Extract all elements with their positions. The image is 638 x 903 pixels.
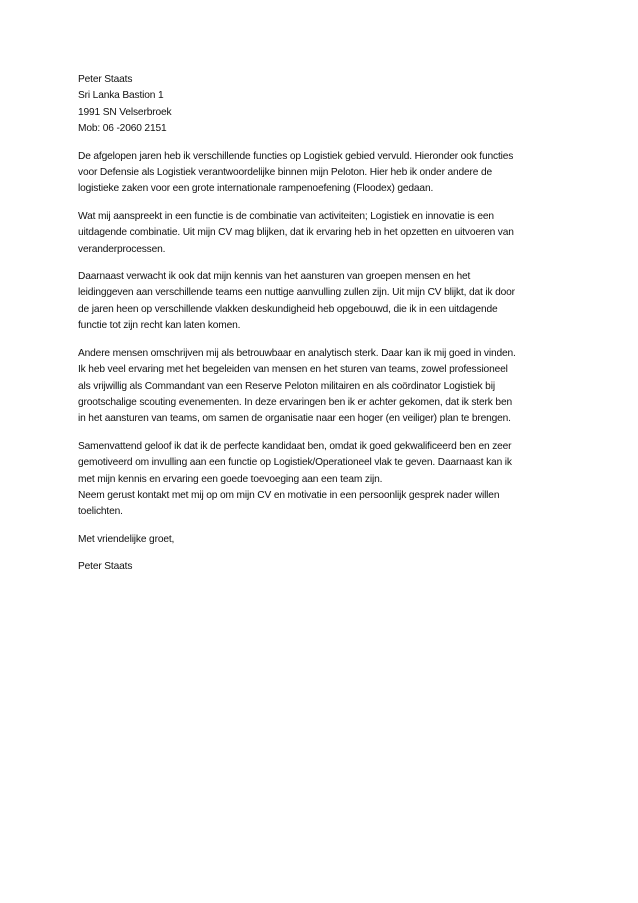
paragraph-summary	[78, 439, 570, 521]
paragraph-line: uitdagende combinatie. Uit mijn CV mag blijken, dat ik ervaring heb in het opzetten en uitvoeren van	[78, 227, 514, 239]
paragraph-line: toelichten.	[78, 506, 123, 518]
paragraph-line: met mijn kennis en ervaring een goede toevoeging aan een team zijn.	[78, 473, 383, 485]
paragraph-line: Neem gerust kontakt met mij op om mijn CV en motivatie in een persoonlijk gesprek nader willen	[78, 489, 500, 501]
paragraph-line: functie tot zijn recht kan laten komen.	[78, 320, 241, 332]
paragraph-leadership	[78, 269, 570, 335]
sender-address	[78, 72, 570, 138]
paragraph-line: als vrijwillig als Commandant van een Reserve Peloton militairen en als coördinator Logistiek bij	[78, 380, 495, 392]
paragraph-experience	[78, 149, 570, 198]
paragraph-personal-qualities	[78, 346, 570, 428]
paragraph-line: Ik heb veel ervaring met het begeleiden van mensen en het sturen van teams, zowel professioneel	[78, 364, 508, 376]
paragraph-line: de jaren heen op verschillende vlakken deskundigheid heb opgebouwd, die ik in een uitdagende	[78, 303, 498, 315]
paragraph-line: Wat mij aanspreekt in een functie is de combinatie van activiteiten; Logistiek en innovatie is een	[78, 210, 494, 222]
paragraph-line: in het aansturen van teams, om samen de organisatie naar een hoger (en veiliger) plan te brengen.	[78, 413, 511, 425]
paragraph-line: leidinggeven aan verschillende teams een nuttige aanvulling zullen zijn. Uit mijn CV blijkt, dat ik door	[78, 287, 515, 299]
signature-name: Peter Staats	[78, 561, 133, 573]
sender-street: Sri Lanka Bastion 1	[78, 90, 164, 102]
paragraph-line: gemotiveerd om invulling aan een functie op Logistiek/Operationeel vlak te geven. Daarnaast kan ik	[78, 457, 512, 469]
paragraph-line: Andere mensen omschrijven mij als betrouwbaar en analytisch sterk. Daar kan ik mij goed in vinden.	[78, 347, 516, 359]
sender-phone: Mob: 06 -2060 2151	[78, 123, 167, 135]
paragraph-line: Samenvattend geloof ik dat ik de perfecte kandidaat ben, omdat ik goed gekwalificeerd ben en zeer	[78, 440, 512, 452]
paragraph-line: De afgelopen jaren heb ik verschillende functies op Logistiek gebied vervuld. Hieronder ook functies	[78, 150, 514, 162]
paragraph-line: logistieke zaken voor een grote internationale rampenoefening (Floodex) gedaan.	[78, 183, 434, 195]
paragraph-line: Daarnaast verwacht ik ook dat mijn kennis van het aansturen van groepen mensen en het	[78, 271, 471, 283]
sender-name: Peter Staats	[78, 74, 133, 85]
sender-postal-city: 1991 SN Velserbroek	[78, 106, 172, 118]
paragraph-motivation	[78, 209, 570, 258]
closing-greeting: Met vriendelijke groet,	[78, 533, 175, 545]
paragraph-line: voor Defensie als Logistiek verantwoordelijke binnen mijn Peloton. Hier heb ik onder andere de	[78, 167, 493, 179]
paragraph-line: veranderprocessen.	[78, 243, 166, 255]
cover-letter	[78, 72, 570, 576]
paragraph-line: grootschalige scouting evenementen. In deze ervaringen ben ik er achter gekomen, dat ik sterk ben	[78, 396, 512, 408]
